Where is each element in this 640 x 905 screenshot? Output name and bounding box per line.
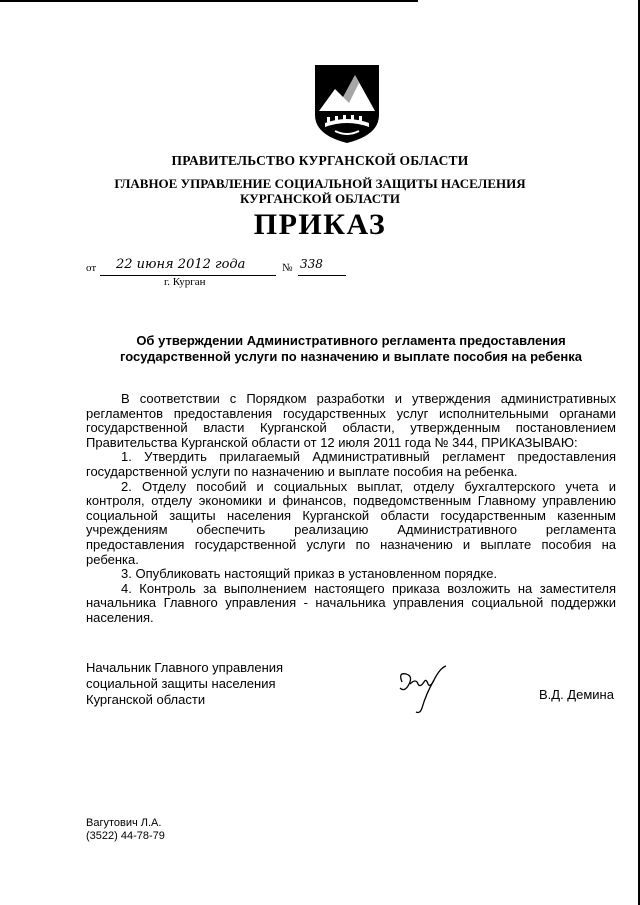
order-body <box>86 392 616 626</box>
executor-info <box>86 817 165 843</box>
subject-line1: Об утверждении Административного регламента предоставления <box>136 333 566 348</box>
department-title-line1: ГЛАВНОЕ УПРАВЛЕНИЕ СОЦИАЛЬНОЙ ЗАЩИТЫ НАСЕЛЕНИЯ <box>114 176 526 191</box>
top-border-line <box>0 0 418 2</box>
order-subject <box>86 333 616 365</box>
executor-name: Вагутович Л.А. <box>86 817 162 829</box>
number-prefix: № <box>282 262 293 274</box>
subject-line2: государственной услуги по назначению и выплате пособия на ребенка <box>120 349 582 364</box>
signatory-title-line1: Начальник Главного управления <box>86 660 284 675</box>
order-item-4: 4. Контроль за выполнением настоящего приказа возложить на заместителя начальника Главного управления - начальника управления социальной поддержки населения. <box>86 580 616 625</box>
order-item-1: 1. Утвердить прилагаемый Административный регламент предоставления государственной услуги по назначению и выплате пособия на ребенка. <box>86 449 616 479</box>
signatory-title <box>86 660 283 708</box>
date-prefix: от <box>86 262 97 274</box>
signatory-name: В.Д. Демина <box>539 687 614 702</box>
signatory-title-line2: социальной защиты населения <box>86 676 276 691</box>
department-title <box>0 176 640 206</box>
order-item-3: 3. Опубликовать настоящий приказ в установленном порядке. <box>121 566 498 582</box>
department-title-line2: КУРГАНСКОЙ ОБЛАСТИ <box>240 191 400 206</box>
order-item-2: 2. Отделу пособий и социальных выплат, отделу бухгалтерского учета и контроля, отделу экономики и финансов, подведомственным Главному управлению социальной защиты населения Курганской области государственным казенным учреждениям обеспечить реализацию Административного регламента предоставления государственной услуги по назначению и выплате пособия на ребенка. <box>86 478 616 567</box>
city-label: г. Курган <box>164 276 206 288</box>
number-underline <box>298 275 346 276</box>
preamble-paragraph: В соответствии с Порядком разработки и утверждения административных регламентов предоставления государственных услуг исполнительными органами государственной власти Курганской области, утвержденным постановлением Правительства Курганской области от 12 июля 2011 года № 344, ПРИКАЗЫВАЮ: <box>86 391 616 450</box>
executor-phone: (3522) 44-78-79 <box>86 830 165 842</box>
date-number-line <box>86 257 386 277</box>
handwritten-date: 22 июня 2012 года <box>116 257 246 272</box>
document-type-heading: ПРИКАЗ <box>253 208 387 241</box>
coat-of-arms-emblem <box>313 63 381 145</box>
government-title: ПРАВИТЕЛЬСТВО КУРГАНСКОЙ ОБЛАСТИ <box>171 153 469 168</box>
handwritten-signature <box>396 664 456 716</box>
signatory-title-line3: Курганской области <box>86 692 206 707</box>
handwritten-number: 338 <box>300 257 323 271</box>
